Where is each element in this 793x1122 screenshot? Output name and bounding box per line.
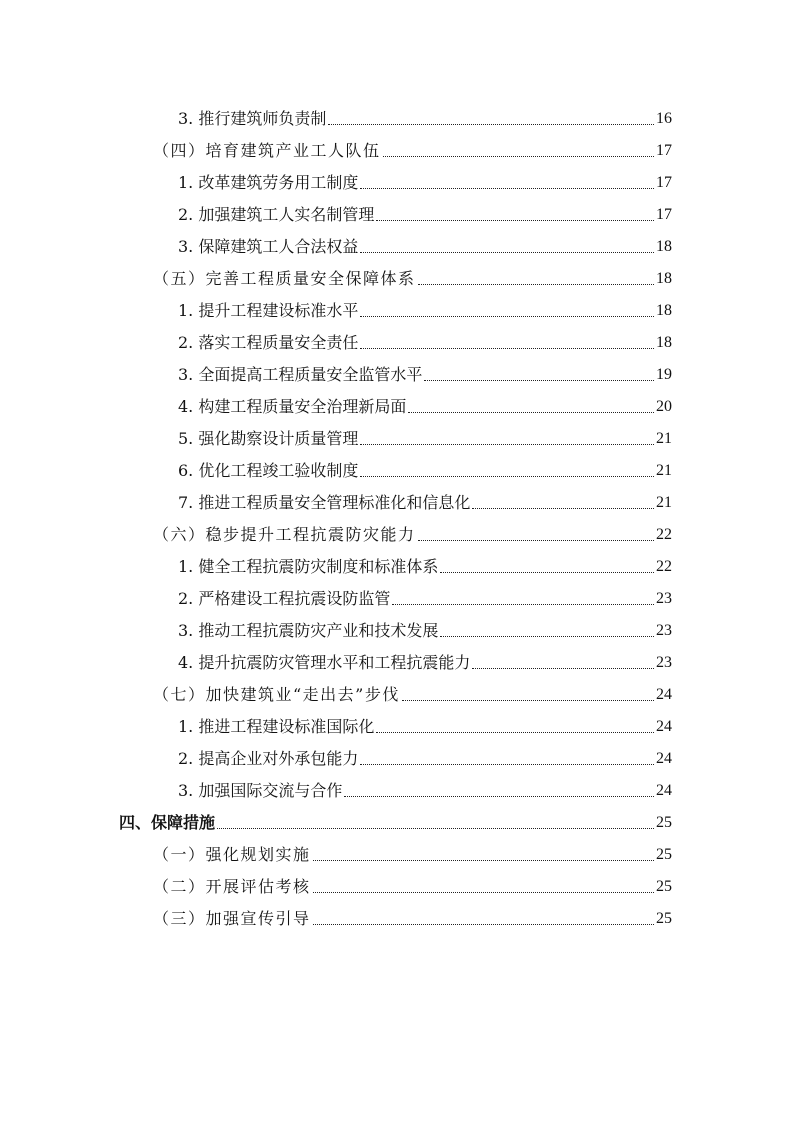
toc-entry[interactable]	[0, 834, 793, 866]
toc-entry-title: 4. 提升抗震防灾管理水平和工程抗震能力	[178, 653, 471, 672]
toc-entry[interactable]	[0, 770, 793, 802]
toc-entry-title: 四、保障措施	[119, 813, 216, 832]
dot-leader	[313, 924, 654, 925]
dot-leader	[360, 444, 654, 445]
dot-leader	[383, 156, 654, 157]
toc-entry[interactable]	[0, 866, 793, 898]
toc-entry-title: （六）稳步提升工程抗震防灾能力	[153, 525, 416, 544]
dot-leader	[376, 220, 654, 221]
toc-entry[interactable]	[0, 354, 793, 386]
dot-leader	[360, 316, 654, 317]
toc-entry-title: （一）强化规划实施	[153, 845, 311, 864]
toc-entry-page: 17	[656, 142, 672, 159]
toc-entry-title: （五）完善工程质量安全保障体系	[153, 269, 416, 288]
toc-entry-page: 18	[656, 238, 672, 255]
dot-leader	[360, 252, 654, 253]
toc-entry-title: 7. 推进工程质量安全管理标准化和信息化	[178, 493, 471, 512]
toc-entry[interactable]	[0, 674, 793, 706]
dot-leader	[424, 380, 654, 381]
dot-leader	[402, 700, 654, 701]
toc-entry[interactable]	[0, 546, 793, 578]
toc-entry-page: 18	[656, 270, 672, 287]
toc-entry[interactable]	[0, 706, 793, 738]
toc-entry-title: 1. 健全工程抗震防灾制度和标准体系	[178, 557, 439, 576]
toc-entry[interactable]	[0, 802, 793, 834]
toc-entry[interactable]	[0, 386, 793, 418]
toc-entry-page: 25	[656, 910, 672, 927]
toc-entry[interactable]	[0, 130, 793, 162]
toc-entry[interactable]	[0, 418, 793, 450]
toc-entry-title: 2. 落实工程质量安全责任	[178, 333, 359, 352]
dot-leader	[313, 860, 654, 861]
dot-leader	[360, 764, 654, 765]
dot-leader	[313, 892, 654, 893]
dot-leader	[418, 540, 654, 541]
dot-leader	[217, 828, 654, 829]
toc-entry-page: 25	[656, 814, 672, 831]
toc-entry-title: （四）培育建筑产业工人队伍	[153, 141, 381, 160]
toc-entry-page: 24	[656, 750, 672, 767]
dot-leader	[376, 732, 654, 733]
dot-leader	[360, 476, 654, 477]
toc-entry-title: （二）开展评估考核	[153, 877, 311, 896]
toc-entry-title: 2. 严格建设工程抗震设防监管	[178, 589, 391, 608]
toc-entry[interactable]	[0, 258, 793, 290]
toc-entry[interactable]	[0, 642, 793, 674]
toc-entry-title: （三）加强宣传引导	[153, 909, 311, 928]
toc-entry[interactable]	[0, 482, 793, 514]
toc-entry[interactable]	[0, 578, 793, 610]
dot-leader	[344, 796, 654, 797]
toc-entry-page: 25	[656, 878, 672, 895]
dot-leader	[392, 604, 654, 605]
toc-entry-title: 3. 推行建筑师负责制	[178, 109, 327, 128]
toc-entry[interactable]	[0, 290, 793, 322]
dot-leader	[418, 284, 654, 285]
toc-entry[interactable]	[0, 322, 793, 354]
toc-entry-page: 24	[656, 718, 672, 735]
toc-entry-page: 23	[656, 622, 672, 639]
dot-leader	[440, 572, 654, 573]
toc-entry-page: 18	[656, 334, 672, 351]
toc-entry[interactable]	[0, 98, 793, 130]
dot-leader	[440, 636, 654, 637]
toc-entry[interactable]	[0, 162, 793, 194]
dot-leader	[360, 188, 654, 189]
toc-entry-page: 22	[656, 558, 672, 575]
toc-entry-page: 24	[656, 686, 672, 703]
toc-entry[interactable]	[0, 194, 793, 226]
toc-entry[interactable]	[0, 898, 793, 930]
toc-entry-page: 17	[656, 206, 672, 223]
toc-entry-page: 21	[656, 494, 672, 511]
toc-entry[interactable]	[0, 514, 793, 546]
toc-entry-title: 1. 提升工程建设标准水平	[178, 301, 359, 320]
toc-entry-page: 24	[656, 782, 672, 799]
dot-leader	[472, 668, 654, 669]
toc-entry-page: 18	[656, 302, 672, 319]
toc-entry-title: 3. 保障建筑工人合法权益	[178, 237, 359, 256]
toc-entry-title: （七）加快建筑业“走出去”步伐	[153, 685, 400, 704]
toc-entry-title: 2. 加强建筑工人实名制管理	[178, 205, 375, 224]
dot-leader	[472, 508, 654, 509]
dot-leader	[328, 124, 654, 125]
toc-entry-page: 23	[656, 654, 672, 671]
toc-entry-title: 1. 推进工程建设标准国际化	[178, 717, 375, 736]
toc-entry-page: 19	[656, 366, 672, 383]
toc-entry-title: 6. 优化工程竣工验收制度	[178, 461, 359, 480]
toc-entry[interactable]	[0, 226, 793, 258]
table-of-contents	[0, 98, 793, 930]
toc-entry-page: 16	[656, 110, 672, 127]
toc-entry-page: 20	[656, 398, 672, 415]
toc-entry-page: 22	[656, 526, 672, 543]
dot-leader	[360, 348, 654, 349]
toc-entry[interactable]	[0, 450, 793, 482]
toc-entry-page: 21	[656, 430, 672, 447]
toc-entry-page: 25	[656, 846, 672, 863]
toc-entry[interactable]	[0, 738, 793, 770]
toc-entry[interactable]	[0, 610, 793, 642]
toc-entry-page: 21	[656, 462, 672, 479]
dot-leader	[408, 412, 654, 413]
toc-entry-title: 5. 强化勘察设计质量管理	[178, 429, 359, 448]
toc-entry-title: 2. 提高企业对外承包能力	[178, 749, 359, 768]
toc-entry-page: 23	[656, 590, 672, 607]
toc-entry-title: 3. 推动工程抗震防灾产业和技术发展	[178, 621, 439, 640]
toc-entry-title: 4. 构建工程质量安全治理新局面	[178, 397, 407, 416]
toc-entry-title: 3. 加强国际交流与合作	[178, 781, 343, 800]
toc-entry-page: 17	[656, 174, 672, 191]
toc-entry-title: 3. 全面提高工程质量安全监管水平	[178, 365, 423, 384]
toc-entry-title: 1. 改革建筑劳务用工制度	[178, 173, 359, 192]
